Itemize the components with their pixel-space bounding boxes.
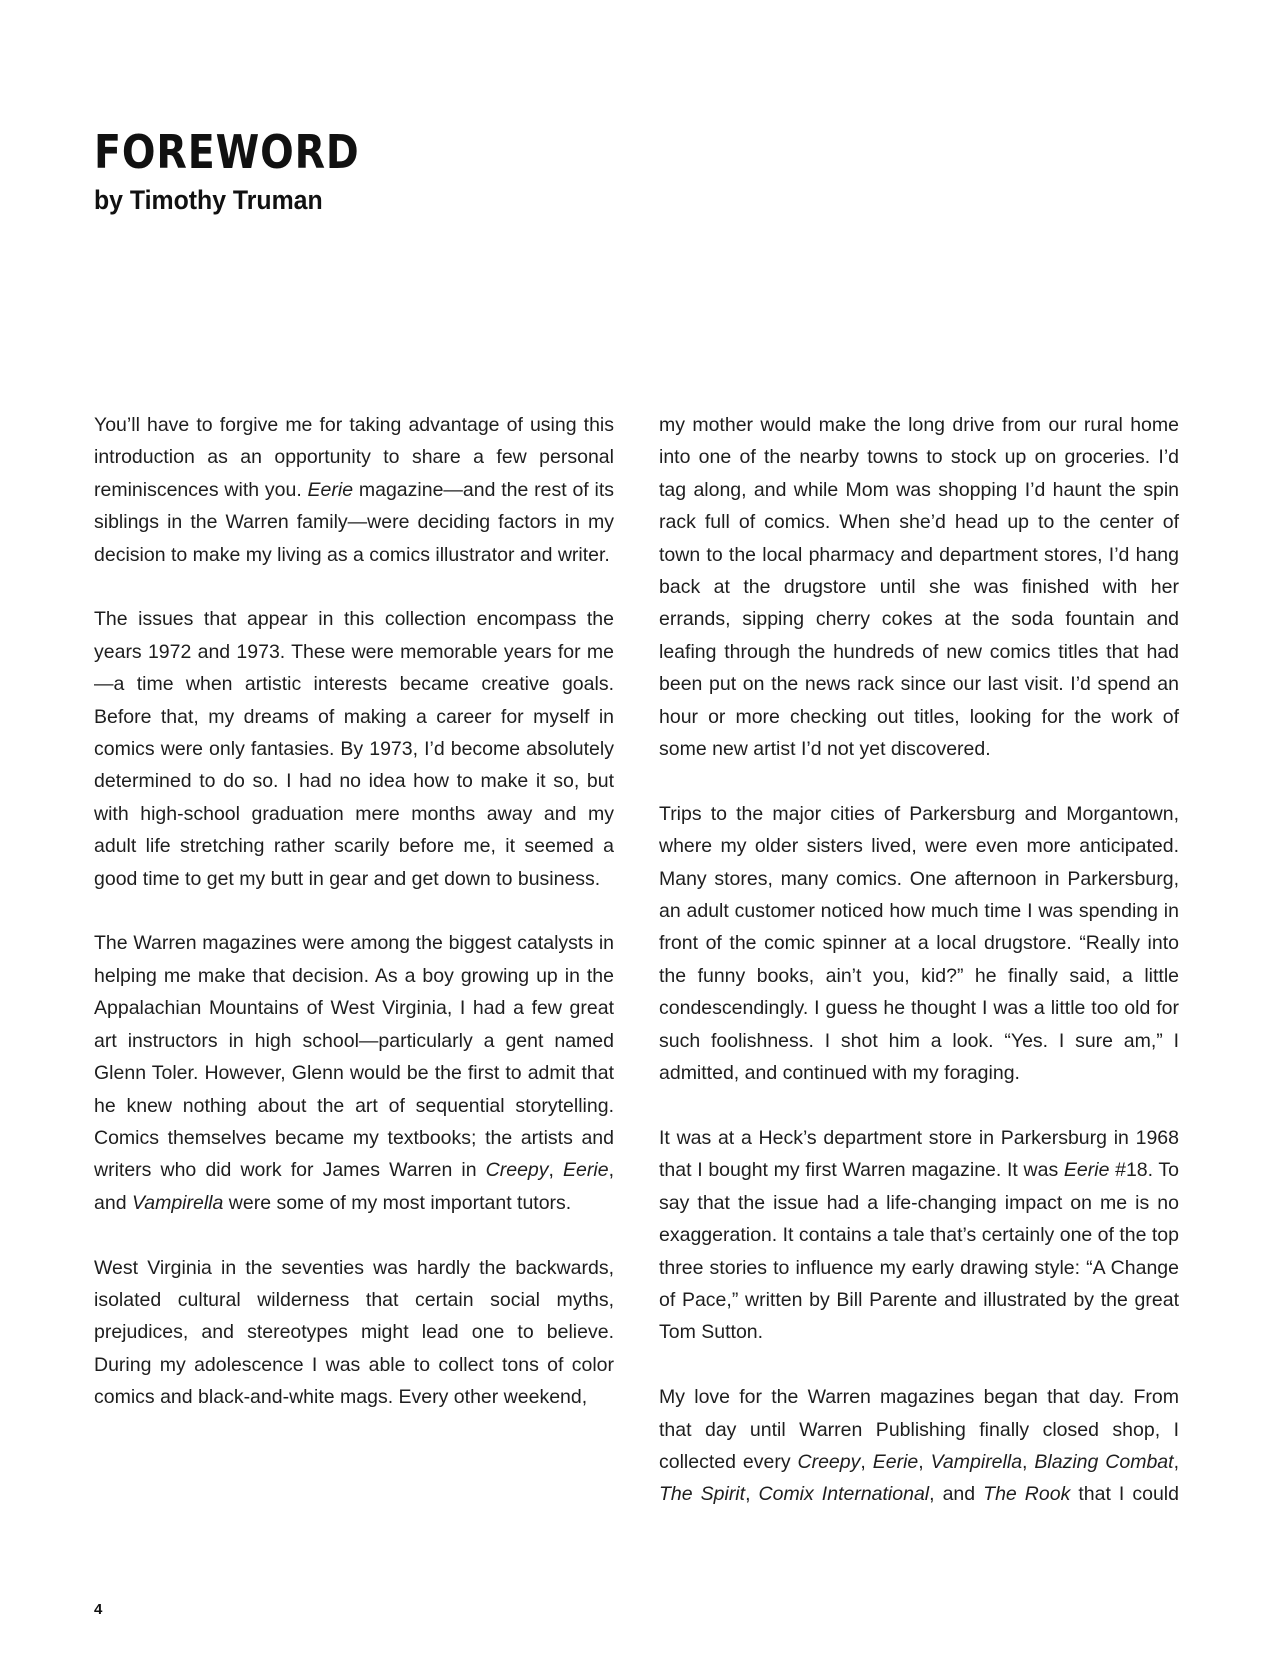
paragraph: My love for the Warren magazines began that day. From that day until Warren Publishing finally closed shop, I collected every Creepy, Eerie, Vampirella, Blazing Combat, The Spirit, Comix International, and The Rook that I could — [659, 1386, 1179, 1506]
italic-title: Blazing Combat — [1034, 1450, 1174, 1473]
italic-title: The Spirit — [659, 1483, 746, 1506]
paragraph: It was at a Heck’s department store in Parkersburg in 1968 that I bought my first Warren magazine. It was Eerie #18. To say that the issue had a life-changing impact on me is no exaggeration. It contains a tale that’s certainly one of the top three stories to influence my early drawing style: “A Change of Pace,” written by Bill Parente and illustrated by the great Tom Sutton. — [659, 1126, 1179, 1344]
paragraph: West Virginia in the seventies was hardly the backwards, isolated cultural wilderness that certain social myths, prejudices, and stereotypes might lead one to believe. During my adolescence I was able to collect tons of color comics and black-and-white mags. Every other weekend, — [94, 1256, 614, 1409]
left-text-column — [94, 409, 614, 1414]
paragraph: my mother would make the long drive from our rural home into one of the nearby towns to stock up on groceries. I’d tag along, and while Mom was shopping I’d haunt the spin rack full of comics. When she’d head up to the center of town to the local pharmacy and department stores, I’d hang back at the drugstore until she was finished with her errands, sipping cherry cokes at the soda fountain and leafing through the hundreds of new comics titles that had been put on the news rack since our last visit. I’d spend an hour or more checking out titles, looking for the work of some new artist I’d not yet discovered. — [659, 414, 1179, 761]
heading-block — [94, 122, 694, 218]
italic-title: Vampirella — [131, 1191, 224, 1214]
italic-title: Eerie — [1063, 1159, 1110, 1182]
italic-title: Comix International — [758, 1483, 930, 1506]
italic-title: Creepy — [485, 1159, 549, 1182]
author-byline: by Timothy Truman — [94, 185, 323, 215]
italic-title: Eerie — [872, 1450, 919, 1473]
italic-title: Vampirella — [930, 1450, 1023, 1473]
italic-title: Eerie — [307, 478, 354, 501]
paragraph: You’ll have to forgive me for taking advantage of using this introduction as an opportunity to share a few personal reminiscences with you. Eerie magazine—and the rest of its siblings in the Warren family—were deciding factors in my decision to make my living as a comics illustrator and writer. — [94, 414, 614, 566]
italic-title: Creepy — [797, 1450, 861, 1473]
page-title: FOREWORD — [94, 125, 360, 179]
paragraph: Trips to the major cities of Parkersburg and Morgantown, where my older sisters lived, were even more anticipated. Many stores, many comics. One afternoon in Parkersburg, an adult customer noticed how much time I was spending in front of the comic spinner at a local drugstore. “Really into the funny books, ain’t you, kid?” he finally said, a little condescendingly. I guess he thought I was a little too old for such foolishness. I shot him a look. “Yes. I sure am,” I admitted, and continued with my foraging. — [659, 802, 1179, 1085]
page-number: 4 — [94, 1601, 103, 1618]
italic-title: The Rook — [983, 1483, 1071, 1506]
italic-title: Eerie — [563, 1159, 609, 1182]
paragraph: The Warren magazines were among the biggest catalysts in helping me make that decision. As a boy growing up in the Appalachian Mountains of West Virginia, I had a few great art instructors in high school—particularly a gent named Glenn Toler. However, Glenn would be the first to admit that he knew nothing about the art of sequential storytelling. Comics themselves became my textbooks; the artists and writers who did work for James Warren in Creepy, Eerie, and Vampirella were some of my most important tutors. — [94, 932, 614, 1214]
paragraph: The issues that appear in this collection encompass the years 1972 and 1973. These were memorable years for me—a time when artistic interests became creative goals. Before that, my dreams of making a career for myself in comics were only fantasies. By 1973, I’d become absolutely determined to do so. I had no idea how to make it so, but with high-school graduation mere months away and my adult life stretching rather scarily before me, it seemed a good time to get my butt in gear and get down to business. — [94, 608, 614, 890]
right-text-column — [659, 409, 1179, 1511]
